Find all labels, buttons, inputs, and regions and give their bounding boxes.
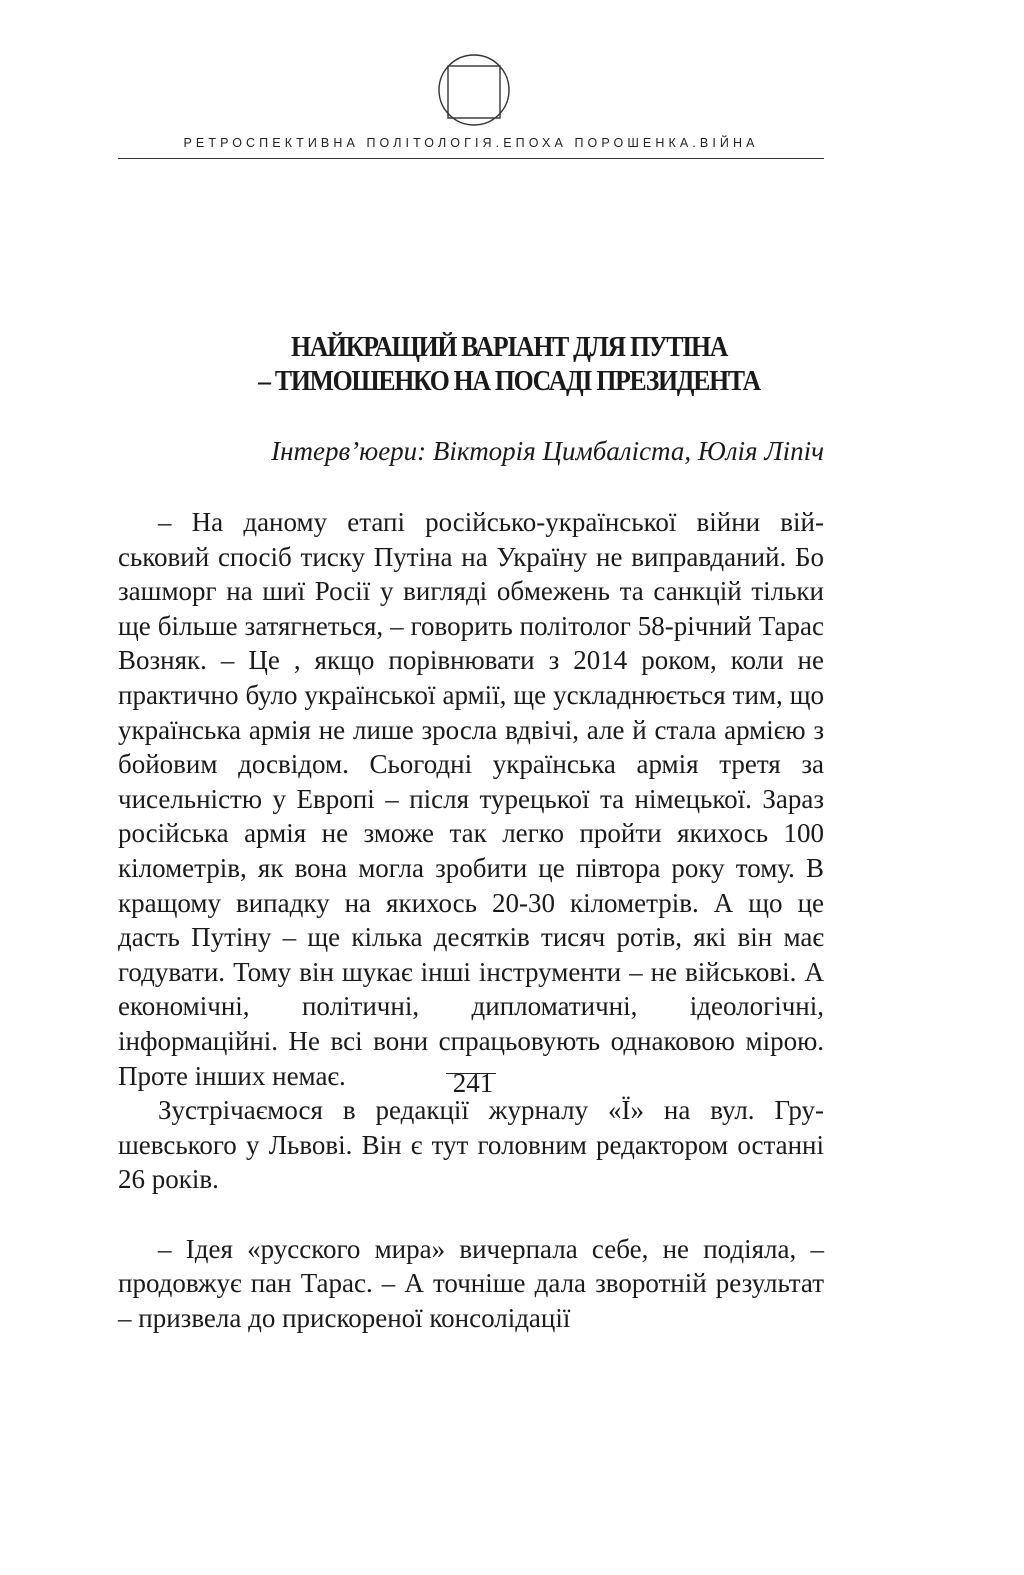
article-body [118,505,824,1336]
byline: Інтерв’юери: Вікторія Цимбаліста, Юлія Ліпіч [271,436,824,466]
paragraph: – На даному етапі російсько-української війни військовий спосіб тиску Путіна на Україну не виправданий. Бо зашморг на шиї Росії у вигляді обмежень та санкцій тільки ще більше затягнеться, – говорить політолог 58-річний Тарас Возняк. – Це , якщо порівнювати з 2014 роком, коли не практично було української армії, ще ускладнюється тим, що українська армія не лише зросла вдвічі, але й стала армією з бойовим досвідом. Сьогодні українська армія третя за чисельністю у Европі – після турецької та німецької. Зараз російська армія не зможе так легко пройти якихось 100 кілометрів, як вона могла зробити це півтора року тому. В кращому випадку на якихось 20-30 кілометрів. А що це дасть Путіну – ще кілька десятків тисяч ротів, які він має годувати. Тому він шукає інші інструменти – не військові. А економічні, політичні, дипломатичні, ідеологічні, інформаційні. Не всі вони спрацьовують однаковою мірою. Проте інших немає. [118,507,824,1091]
article-title-line-1: НАЙКРАЩИЙ ВАРІАНТ ДЛЯ ПУТІНА [290,332,728,363]
article-title [149,331,868,399]
article-title-line-2: – ТИМОШЕНКО НА ПОСАДІ ПРЕЗИДЕНТА [258,366,760,397]
running-head: РЕТРОСПЕКТИВНА ПОЛІТОЛОГІЯ.ЕПОХА ПОРОШЕНКА.ВІЙНА [183,136,759,150]
header-divider [118,158,824,159]
circle-square-emblem-icon [436,50,512,130]
paragraph: Зустрічаємося в редакції журналу «Ї» на вул. Грушевського у Львові. Він є тут головним редактором останні 26 років. [118,1095,824,1195]
paragraph: – Ідея «русского мира» вичерпала себе, не подіяла, – продовжує пан Тарас. – А точніше дала зворотній результат – призвела до прискореної консолідації [118,1233,824,1334]
page-number: 241 [452,1068,494,1098]
